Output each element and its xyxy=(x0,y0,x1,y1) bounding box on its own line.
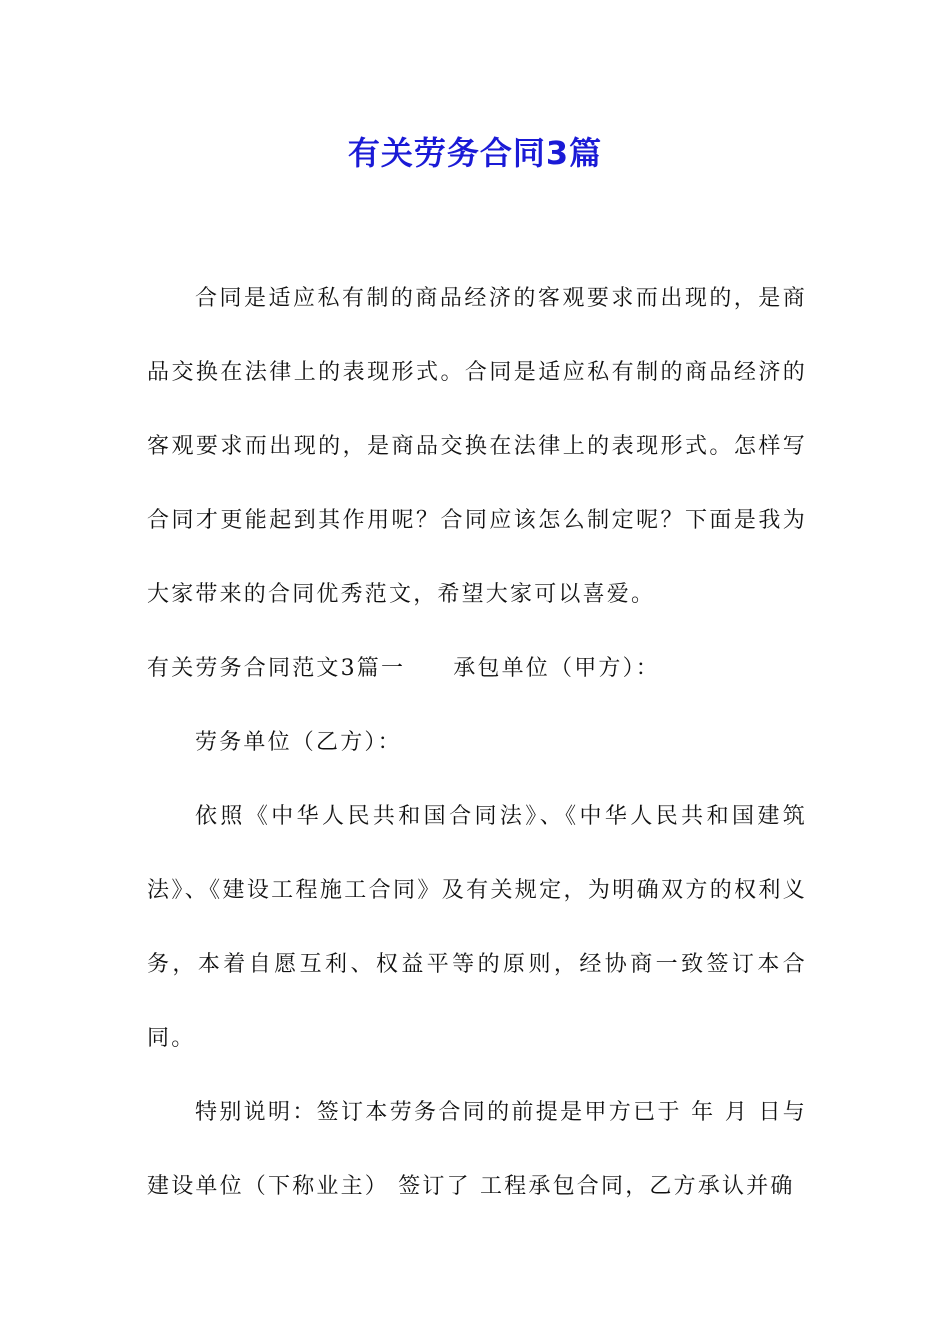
document-body xyxy=(147,262,807,1224)
special-note-paragraph: 特别说明：签订本劳务合同的前提是甲方已于 年 月 日与建设单位（下称业主） 签订了 工程承包合同，乙方承认并确 xyxy=(147,1100,807,1199)
party-a-label: 承包单位（甲方）： xyxy=(453,656,661,681)
intro-paragraph: 合同是适应私有制的商品经济的客观要求而出现的，是商品交换在法律上的表现形式。合同是适应私有制的商品经济的客观要求而出现的，是商品交换在法律上的表现形式。怎样写合同才更能起到其作用呢？合同应该怎么制定呢？下面是我为大家带来的合同优秀范文，希望大家可以喜爱。 xyxy=(147,286,807,607)
section-heading-line xyxy=(147,632,807,706)
party-b-label: 劳务单位（乙方）： xyxy=(195,730,402,755)
document-title: 有关劳务合同3篇 xyxy=(347,134,603,172)
section-title: 有关劳务合同范文3篇一 xyxy=(147,656,406,681)
basis-paragraph: 依照《中华人民共和国合同法》、《中华人民共和国建筑法》、《建设工程施工合同》及有关规定，为明确双方的权利义务，本着自愿互利、权益平等的原则，经协商一致签订本合同。 xyxy=(147,804,807,1051)
